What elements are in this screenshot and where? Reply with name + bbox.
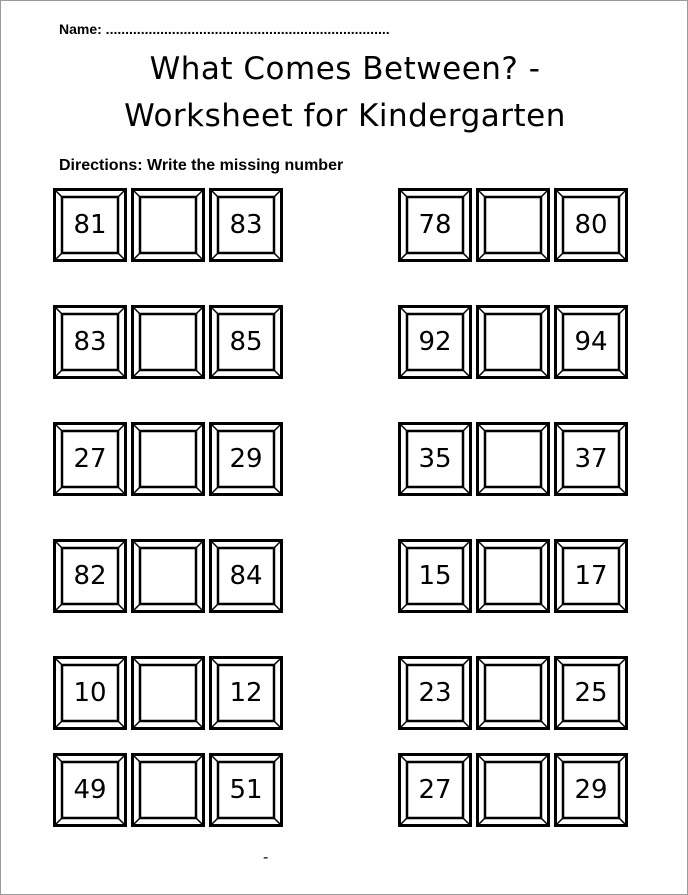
missing-number-box[interactable] [131, 656, 205, 730]
answer-space[interactable] [131, 305, 205, 379]
problem-row [53, 422, 285, 496]
tile-number: 85 [229, 327, 263, 357]
number-before-tile [53, 539, 127, 613]
problem-row [53, 753, 285, 827]
number-before-tile [53, 753, 127, 827]
missing-number-box[interactable] [131, 539, 205, 613]
answer-space[interactable] [476, 188, 550, 262]
answer-space[interactable] [131, 188, 205, 262]
problem-row [53, 539, 285, 613]
problem-row [53, 656, 285, 730]
missing-number-box[interactable] [476, 753, 550, 827]
missing-number-box[interactable] [131, 305, 205, 379]
answer-space[interactable] [131, 656, 205, 730]
problem-row [398, 539, 630, 613]
number-before-tile [53, 188, 127, 262]
tile-number: 37 [574, 444, 608, 474]
name-field[interactable]: Name: ......................................................................... [59, 21, 390, 37]
number-after-tile [554, 753, 628, 827]
missing-number-box[interactable] [476, 305, 550, 379]
number-before-tile [398, 656, 472, 730]
number-after-tile [554, 656, 628, 730]
tile-number: 81 [73, 210, 107, 240]
tile-number: 51 [229, 775, 263, 805]
problem-row [398, 422, 630, 496]
tile-number: 27 [73, 444, 107, 474]
tile-number: 17 [574, 561, 608, 591]
number-before-tile [398, 539, 472, 613]
answer-space[interactable] [131, 422, 205, 496]
missing-number-box[interactable] [476, 656, 550, 730]
footer-mark: - [263, 849, 269, 866]
number-before-tile [398, 753, 472, 827]
number-before-tile [53, 422, 127, 496]
number-after-tile [209, 753, 283, 827]
tile-number: 82 [73, 561, 107, 591]
tile-number: 94 [574, 327, 608, 357]
tile-number: 92 [418, 327, 452, 357]
worksheet-title-line1: What Comes Between? - [149, 51, 541, 87]
number-after-tile [554, 305, 628, 379]
tile-number: 83 [229, 210, 263, 240]
answer-space[interactable] [476, 656, 550, 730]
answer-space[interactable] [131, 753, 205, 827]
problem-row [398, 656, 630, 730]
number-before-tile [53, 305, 127, 379]
answer-space[interactable] [476, 305, 550, 379]
problem-row [53, 305, 285, 379]
tile-number: 25 [574, 678, 608, 708]
number-after-tile [209, 305, 283, 379]
tile-number: 23 [418, 678, 452, 708]
number-before-tile [53, 656, 127, 730]
missing-number-box[interactable] [131, 422, 205, 496]
problem-row [398, 305, 630, 379]
tile-number: 49 [73, 775, 107, 805]
tile-number: 29 [574, 775, 608, 805]
answer-space[interactable] [476, 422, 550, 496]
answer-space[interactable] [476, 539, 550, 613]
tile-number: 15 [418, 561, 452, 591]
problem-row [398, 753, 630, 827]
missing-number-box[interactable] [131, 188, 205, 262]
tile-number: 29 [229, 444, 263, 474]
problem-row [53, 188, 285, 262]
number-after-tile [554, 539, 628, 613]
number-before-tile [398, 422, 472, 496]
tile-number: 12 [229, 678, 263, 708]
tile-number: 78 [418, 210, 452, 240]
answer-space[interactable] [131, 539, 205, 613]
number-after-tile [209, 656, 283, 730]
number-before-tile [398, 305, 472, 379]
missing-number-box[interactable] [476, 539, 550, 613]
number-after-tile [209, 539, 283, 613]
tile-number: 10 [73, 678, 107, 708]
number-after-tile [554, 422, 628, 496]
number-after-tile [209, 422, 283, 496]
tile-number: 35 [418, 444, 452, 474]
tile-number: 84 [229, 561, 263, 591]
missing-number-box[interactable] [476, 188, 550, 262]
missing-number-box[interactable] [131, 753, 205, 827]
problem-row [398, 188, 630, 262]
worksheet-title-line2: Worksheet for Kindergarten [124, 98, 566, 134]
number-after-tile [554, 188, 628, 262]
number-after-tile [209, 188, 283, 262]
tile-number: 80 [574, 210, 608, 240]
missing-number-box[interactable] [476, 422, 550, 496]
directions-text: Directions: Write the missing number [59, 157, 344, 174]
number-before-tile [398, 188, 472, 262]
tile-number: 83 [73, 327, 107, 357]
tile-number: 27 [418, 775, 452, 805]
answer-space[interactable] [476, 753, 550, 827]
